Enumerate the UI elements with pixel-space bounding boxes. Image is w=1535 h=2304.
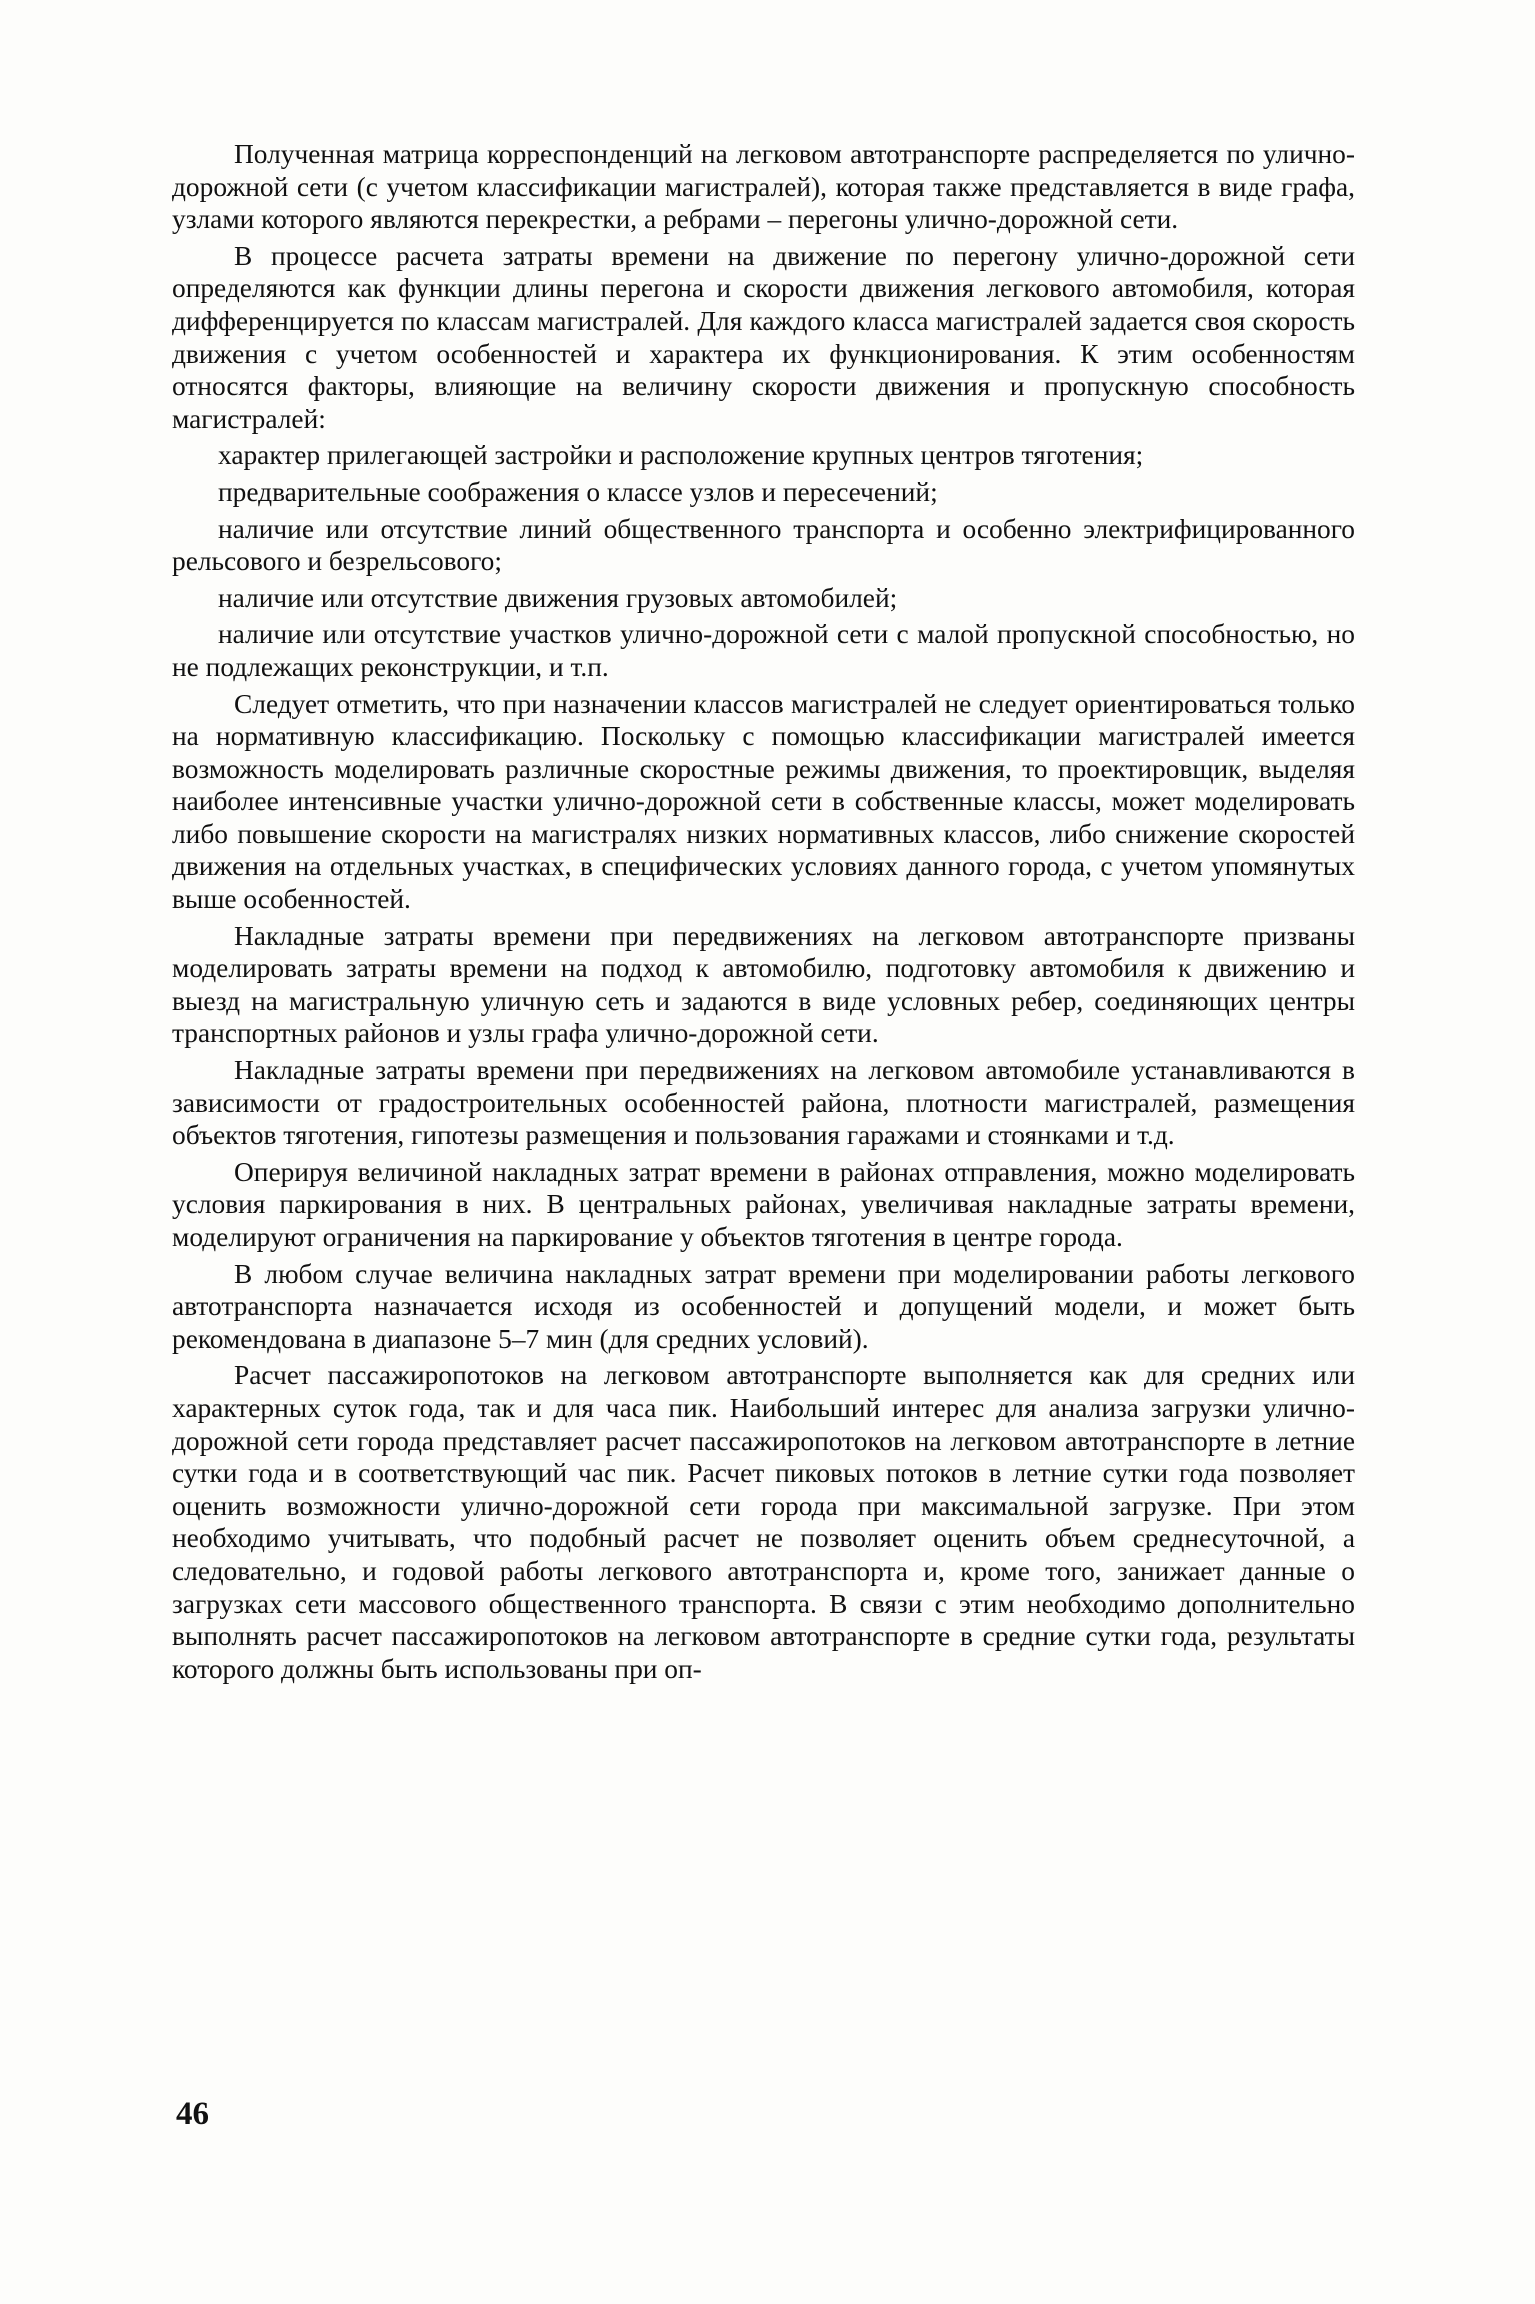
body-text xyxy=(172,138,1355,1689)
paragraph-8: Расчет пассажиропотоков на легковом автотранспорте выполняется как для средних или характерных суток года, так и для часа пик. Наибольший интерес для анализа загрузки улично-дорожной сети города представляет расчет пассажиропотоков на легковом автотранспорте в летние сутки года и в соответствующий час пик. Расчет пиковых потоков в летние сутки года позволяет оценить возможности улично-дорожной сети города при максимальной загрузке. При этом необходимо учитывать, что подобный расчет не позволяет оценить объем среднесуточной, а следовательно, и годовой работы легкового автотранспорта и, кроме того, занижает данные о загрузках сети массового общественного транспорта. В связи с этим необходимо дополнительно выполнять расчет пассажиропотоков на легковом автотранспорте в средние сутки года, результаты которого должны быть использованы при оп- xyxy=(172,1360,1355,1684)
paragraph-7: В любом случае величина накладных затрат времени при моделировании работы легкового автотранспорта назначается исходя из особенностей и допущений модели, и может быть рекомендована в диапазоне 5–7 мин (для средних условий). xyxy=(172,1258,1355,1354)
paragraph-2: В процессе расчета затраты времени на движение по перегону улично-дорожной сети определяются как функции длины перегона и скорости движения легкового автомобиля, которая дифференцируется по классам магистралей. Для каждого класса магистралей задается своя скорость движения с учетом особенностей и характера их функционирования. К этим особенностям относятся факторы, влияющие на величину скорости движения и пропускную способность магистралей: xyxy=(172,240,1355,434)
list-item-5: наличие или отсутствие участков улично-дорожной сети с малой пропускной способностью, но не подлежащих реконструкции, и т.п. xyxy=(172,619,1355,682)
paragraph-1: Полученная матрица корреспонденций на легковом автотранспорте распределяется по улично-дорожной сети (с учетом классификации магистралей), которая также представляется в виде графа, узлами которого являются перекрестки, а ребрами – перегоны улично-дорожной сети. xyxy=(172,139,1355,235)
list-item-3: наличие или отсутствие линий общественного транспорта и особенно электрифицированного рельсового и безрельсового; xyxy=(172,513,1355,577)
paragraph-5: Накладные затраты времени при передвижениях на легковом автомобиле устанавливаются в зависимости от градостроительных особенностей района, плотности магистралей, размещения объектов тяготения, гипотезы размещения и пользования гаражами и стоянками и т.д. xyxy=(172,1055,1355,1151)
paragraph-6: Оперируя величиной накладных затрат времени в районах отправления, можно моделировать условия паркирования в них. В центральных районах, увеличивая накладные затраты времени, моделируют ограничения на паркирование у объектов тяготения в центре города. xyxy=(172,1156,1355,1252)
list-item-2: предварительные соображения о классе узлов и пересечений; xyxy=(218,476,938,507)
page-number: 46 xyxy=(176,2096,209,2132)
paragraph-3: Следует отметить, что при назначении классов магистралей не следует ориентироваться только на нормативную классификацию. Поскольку с помощью классификации магистралей имеется возможность моделировать различные скоростные режимы движения, то проектировщик, выделяя наиболее интенсивные участки улично-дорожной сети в собственные классы, может моделировать либо повышение скорости на магистралях низких нормативных классов, либо снижение скоростей движения на отдельных участках, в специфических условиях данного города, с учетом упомянутых выше особенностей. xyxy=(172,688,1355,915)
paragraph-4: Накладные затраты времени при передвижениях на легковом автотранспорте призваны моделировать затраты времени на подход к автомобилю, подготовку автомобиля к движению и выезд на магистральную уличную сеть и задаются в виде условных ребер, соединяющих центры транспортных районов и узлы графа улично-дорожной сети. xyxy=(172,920,1355,1049)
list-item-4: наличие или отсутствие движения грузовых автомобилей; xyxy=(218,582,898,613)
list-item-1: характер прилегающей застройки и расположение крупных центров тяготения; xyxy=(218,440,1144,471)
